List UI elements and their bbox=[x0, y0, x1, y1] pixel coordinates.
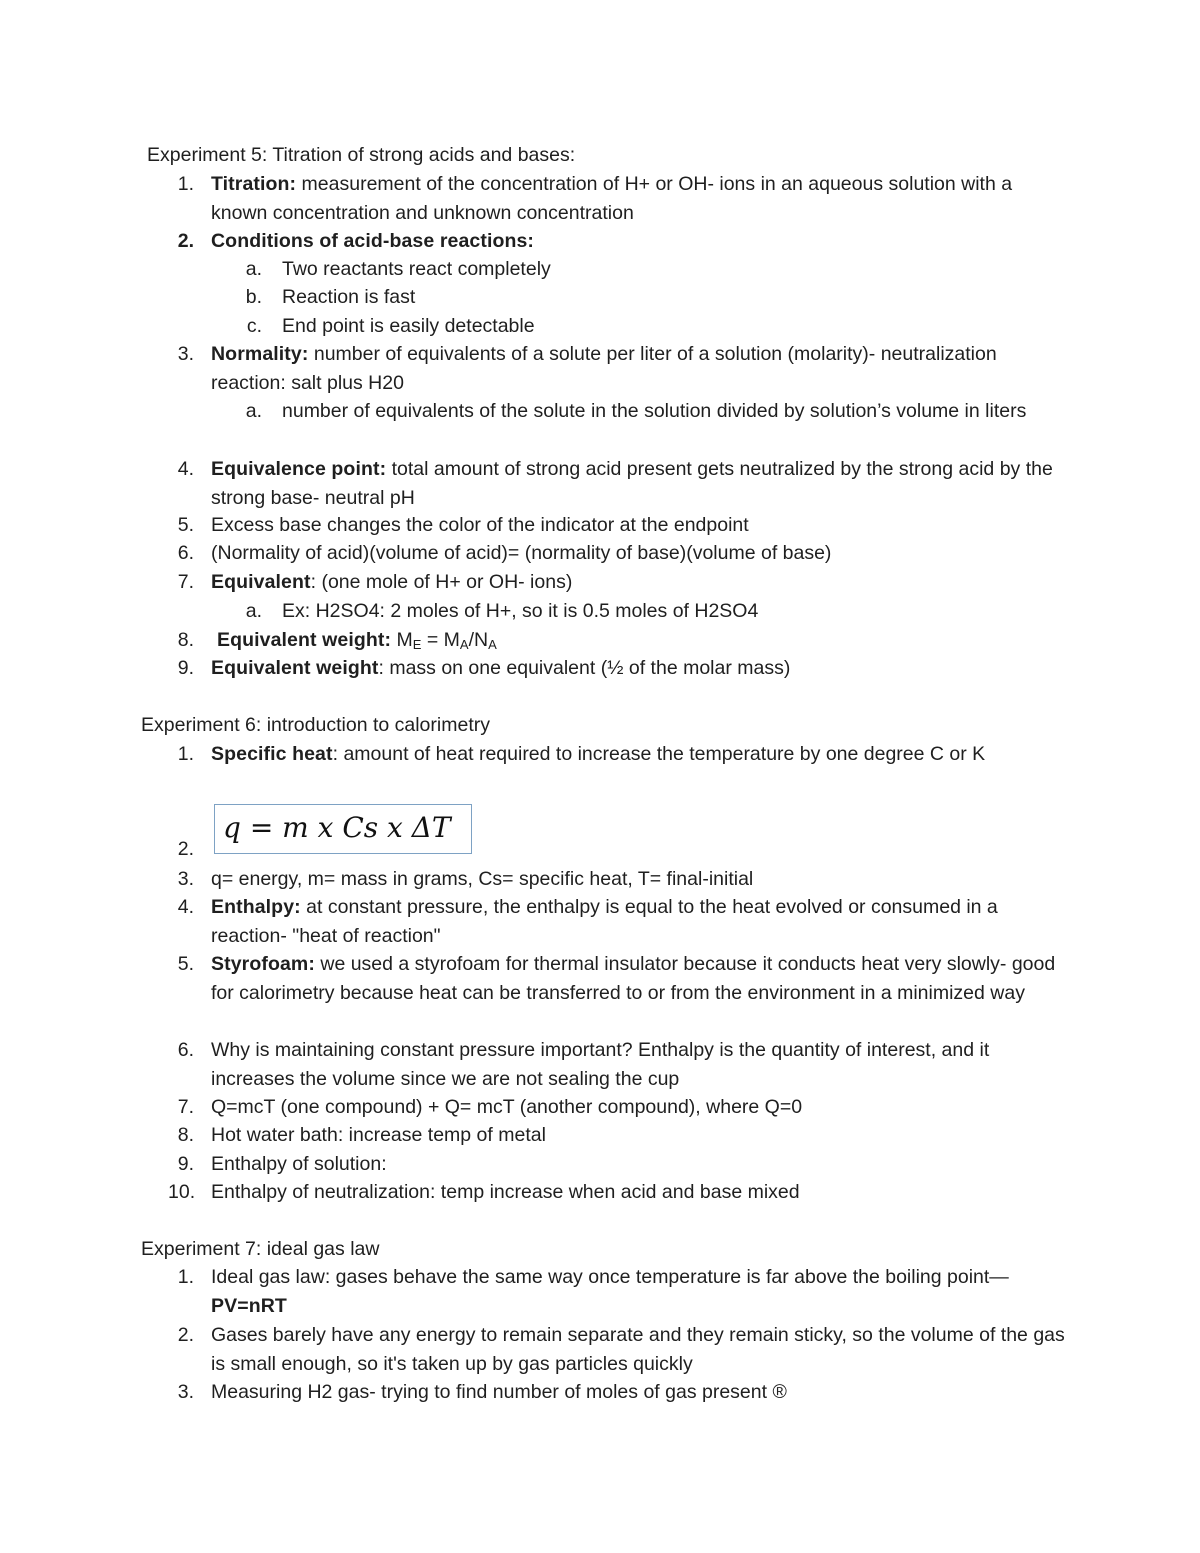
term-definition: at constant pressure, the enthalpy is equal to the heat evolved or consumed in a reaction- "heat of reaction" bbox=[211, 896, 998, 947]
list-letter: a. bbox=[245, 600, 262, 622]
term-label: Titration: bbox=[211, 173, 297, 195]
term-definition: number of equivalents of a solute per liter of a solution (molarity)- neutralization reaction: salt plus H20 bbox=[211, 343, 997, 394]
list-number: 2. bbox=[177, 1324, 194, 1346]
list-number: 6. bbox=[177, 542, 194, 564]
list-number: 4. bbox=[177, 896, 194, 918]
item-text: Ex: H2SO4: 2 moles of H+, so it is 0.5 moles of H2SO4 bbox=[282, 600, 759, 622]
list-number: 7. bbox=[177, 571, 194, 593]
list-number: 4. bbox=[177, 458, 194, 480]
list-letter: a. bbox=[245, 400, 262, 422]
item-text: Why is maintaining constant pressure important? Enthalpy is the quantity of interest, and it increases the volume since we are not sealing the cup bbox=[211, 1039, 990, 1090]
list-number: 9. bbox=[177, 1153, 194, 1175]
experiment-6-heading: Experiment 6: introduction to calorimetry bbox=[141, 714, 490, 736]
item-text: Measuring H2 gas- trying to find number of moles of gas present ® bbox=[211, 1381, 787, 1403]
item-text: q= energy, m= mass in grams, Cs= specific heat, T= final-initial bbox=[211, 868, 754, 890]
term-label: Styrofoam: bbox=[211, 953, 315, 975]
item-text: Hot water bath: increase temp of metal bbox=[211, 1124, 546, 1146]
formula-bold: PV=nRT bbox=[211, 1294, 287, 1317]
term-definition: : (one mole of H+ or OH- ions) bbox=[310, 571, 573, 593]
document-page: Experiment 5: Titration of strong acids and bases: 1. Titration: measurement of the concentration of H+ or OH- ions in an aqueous solution with a known concentration and unknown concentration 2. Conditions of acid-base reactions: a. Two reactants react completely b. Reaction is fast c. End point is easily detectable 3. Normality: number of equivalents of a solute per liter of a solution (molarity)- neutralization reaction: salt plus H20 a. number of equivalents of the solute in the solution divided by solution’s volume in liters 4. Equivalence point: total amount of strong acid present gets neutralized by the strong acid by the strong base- neutral pH 5. Excess base changes the color of the indicator at the endpoint 6. (Normality of acid)(volume of acid)= (normality of base)(volume of base) 7. Equivalent: (one mole of H+ or OH- ions) a. Ex: H2SO4: 2 moles of H+, so it is 0.5 moles of H2SO4 8. Equivalent weight: $M_E = M_A/N_A$ 9. Equivalent weight: mass on one equivalent (½ of the molar mass) Experiment 6: introduction to calorimetry 1. Specific heat: amount of heat required to increase the temperature by one degree C or K 2. q = m x Cs x ΔT 3. q= energy, m= mass in grams, Cs= specific heat, T= final-initial 4. Enthalpy: at constant pressure, the enthalpy is equal to the heat evolved or consumed in a reaction- "heat of reaction" 5. Styrofoam: we used a styrofoam for thermal insulator because it conducts heat very slowly- good for calorimetry because heat can be transferred to or from the environment in a minimized way 6. Why is maintaining constant pressure important? Enthalpy is the quantity of interest, and it increases the volume since we are not sealing the cup 7. Q=mcT (one compound) + Q= mcT (another compound), where Q=0 8. Hot water bath: increase temp of metal 9. Enthalpy of solution: 10. Enthalpy of neutralization: temp increase when acid and base mixed Experiment 7: ideal gas law 1. Ideal gas law: gases behave the same way once temperature is far above the boiling point—PV=nRT 2. Gases barely have any energy to remain separate and they remain sticky, so the volume of the gas is small enough, so it's taken up by gas particles quickly 3. Measuring H2 gas- trying to find number of moles of gas present ® bbox=[0, 0, 1200, 1553]
list-letter: b. bbox=[245, 286, 262, 308]
formula-image bbox=[214, 804, 472, 854]
list-number: 8. bbox=[177, 1124, 194, 1146]
term-label: Equivalent weight bbox=[211, 657, 379, 679]
list-letter: c. bbox=[246, 315, 262, 337]
heat-formula: q = m x Cs x ΔT bbox=[223, 811, 451, 844]
item-text: Enthalpy of neutralization: temp increase when acid and base mixed bbox=[211, 1181, 800, 1203]
experiment-5-heading: Experiment 5: Titration of strong acids and bases: bbox=[147, 144, 576, 166]
term-label: Conditions of acid-base reactions: bbox=[211, 230, 535, 252]
term-label: Equivalent weight: bbox=[217, 629, 392, 651]
item-text: Reaction is fast bbox=[282, 286, 416, 308]
item-text: Enthalpy of solution: bbox=[211, 1153, 387, 1175]
list-number: 1. bbox=[177, 173, 194, 195]
term-label: Equivalent bbox=[211, 571, 311, 593]
list-number: 10. bbox=[168, 1181, 196, 1203]
term-definition: : mass on one equivalent (½ of the molar mass) bbox=[378, 657, 791, 679]
term-definition: we used a styrofoam for thermal insulator because it conducts heat very slowly- good for calorimetry because heat can be transferred to or from the environment in a minimized way bbox=[211, 953, 1056, 1004]
term-label: Specific heat bbox=[211, 743, 333, 765]
list-number: 2. bbox=[177, 838, 194, 860]
list-letter: a. bbox=[245, 258, 262, 280]
term-definition: : amount of heat required to increase the temperature by one degree C or K bbox=[332, 743, 986, 765]
item-text: number of equivalents of the solute in the solution divided by solution’s volume in liters bbox=[282, 400, 1027, 422]
list-number: 8. bbox=[177, 629, 194, 651]
item-text: Excess base changes the color of the indicator at the endpoint bbox=[211, 514, 749, 536]
list-number: 9. bbox=[177, 657, 194, 679]
list-number: 2. bbox=[177, 230, 194, 252]
item-text: Two reactants react completely bbox=[282, 258, 551, 280]
term-definition: measurement of the concentration of H+ or OH- ions in an aqueous solution with a known concentration and unknown concentration bbox=[211, 173, 1013, 224]
term-label: Equivalence point: bbox=[211, 458, 387, 480]
item-text: Gases barely have any energy to remain separate and they remain sticky, so the volume of the gas is small enough, so it's taken up by gas particles quickly bbox=[211, 1324, 1065, 1375]
list-number: 3. bbox=[177, 868, 194, 890]
list-number: 7. bbox=[177, 1096, 194, 1118]
experiment-7-heading: Experiment 7: ideal gas law bbox=[141, 1238, 380, 1260]
term-label: Normality: bbox=[211, 343, 309, 365]
item-text: (Normality of acid)(volume of acid)= (normality of base)(volume of base) bbox=[211, 542, 832, 564]
term-definition: total amount of strong acid present gets neutralized by the strong acid by the strong base- neutral pH bbox=[211, 458, 1053, 509]
item-text: End point is easily detectable bbox=[282, 315, 535, 337]
list-number: 6. bbox=[177, 1039, 194, 1061]
list-number: 5. bbox=[177, 953, 194, 975]
list-number: 5. bbox=[177, 514, 194, 536]
list-number: 3. bbox=[177, 1381, 194, 1403]
item-text: Ideal gas law: gases behave the same way once temperature is far above the boiling point— bbox=[211, 1266, 1009, 1288]
term-label: Enthalpy: bbox=[211, 896, 301, 918]
item-text: Q=mcT (one compound) + Q= mcT (another compound), where Q=0 bbox=[211, 1096, 803, 1118]
list-number: 1. bbox=[177, 743, 194, 765]
list-number: 1. bbox=[177, 1266, 194, 1288]
list-number: 3. bbox=[177, 343, 194, 365]
